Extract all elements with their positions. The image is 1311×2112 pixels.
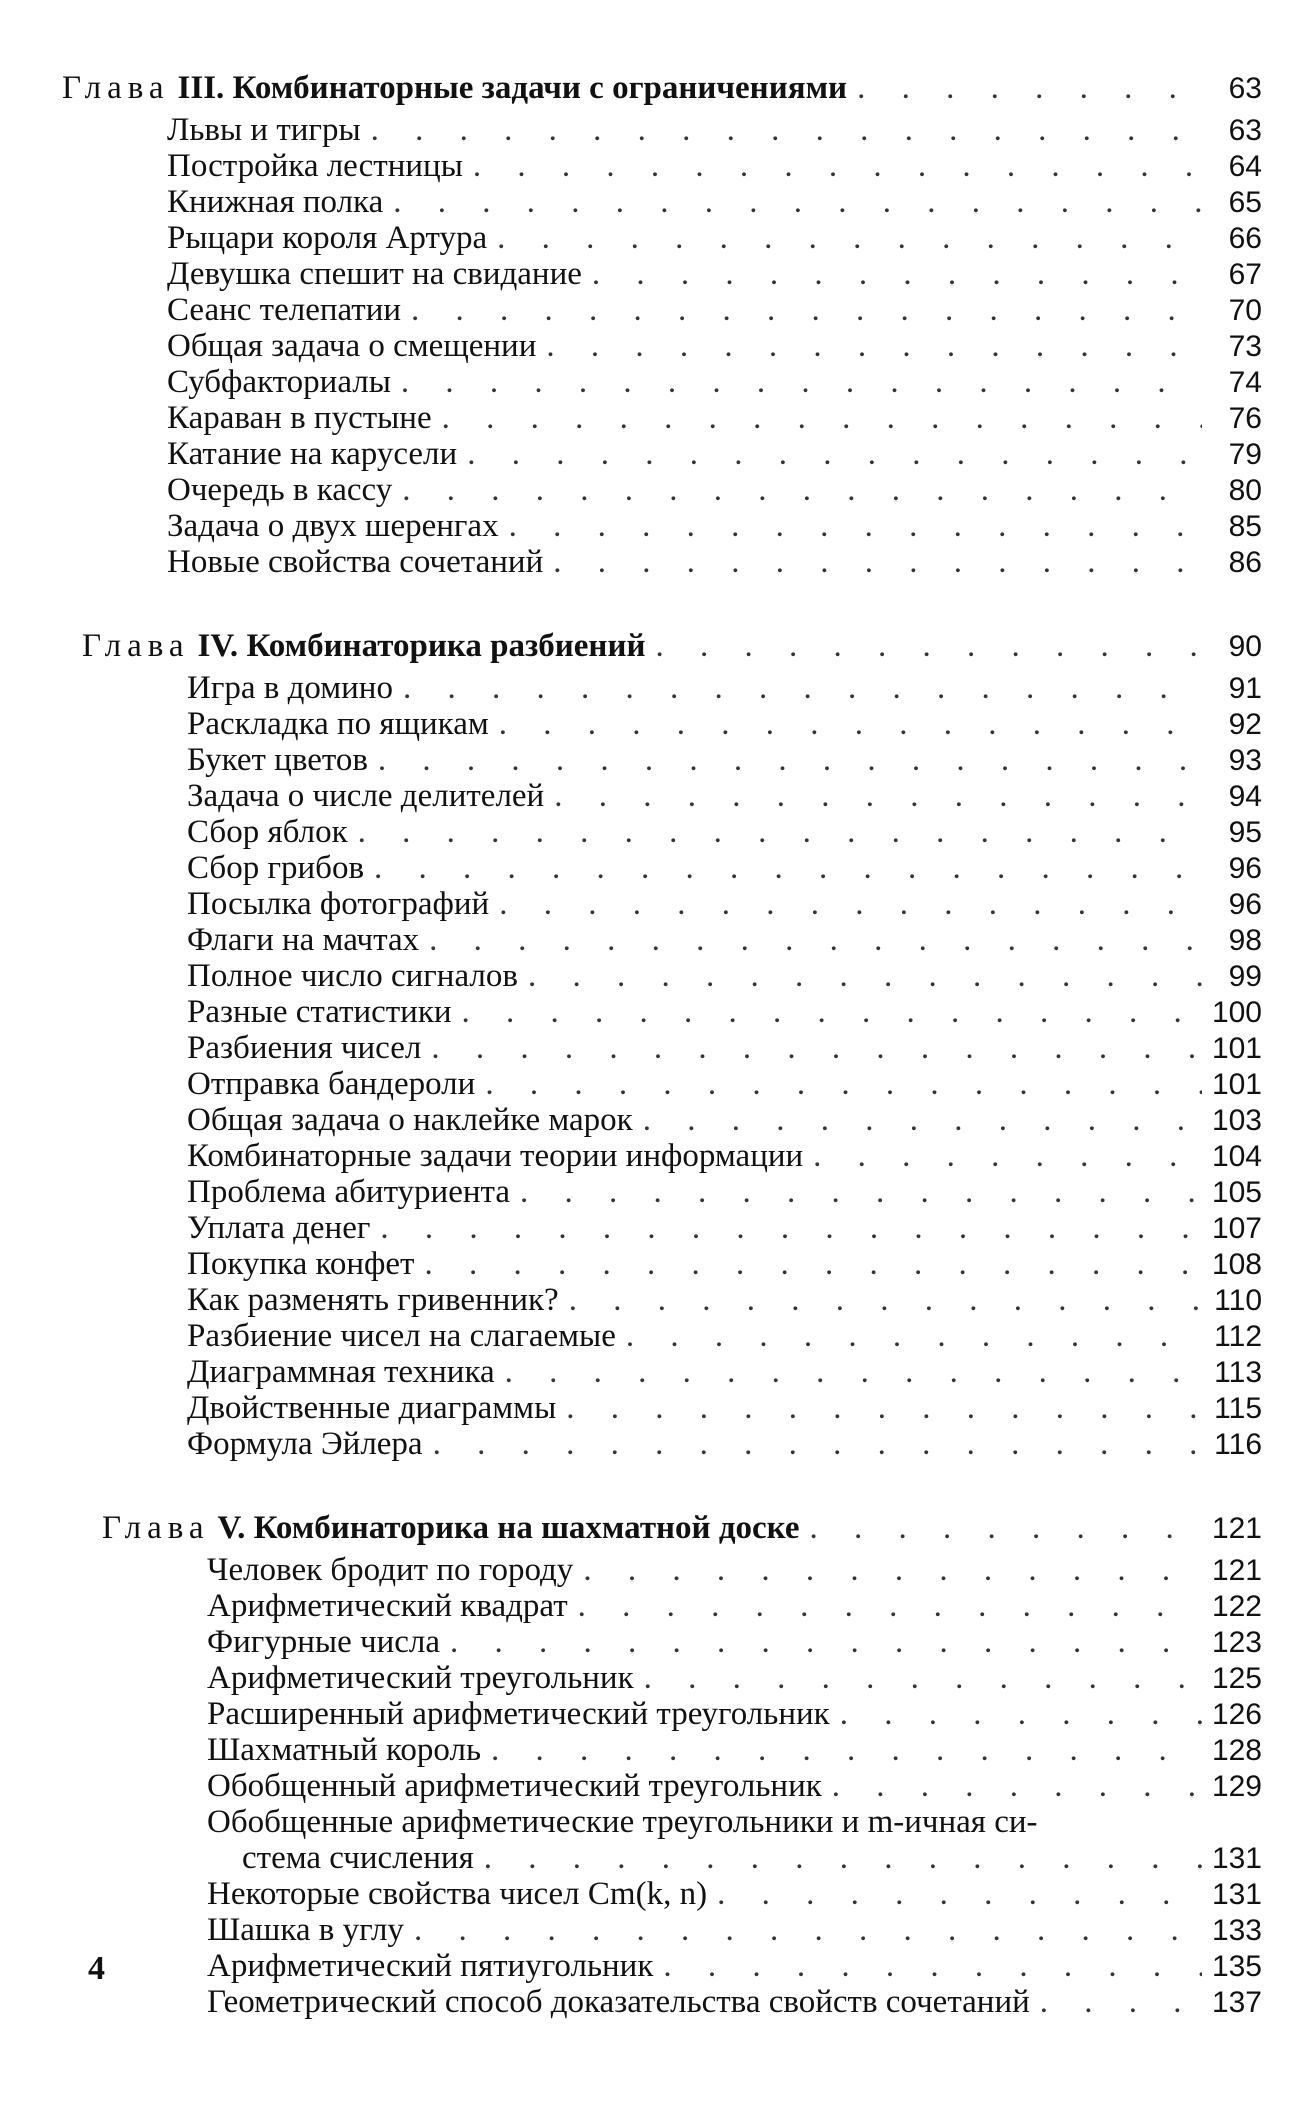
chapter-heading (62, 70, 1262, 106)
toc-entry-title: Двойственные диаграммы (187, 1390, 557, 1426)
leader-dots (348, 814, 1202, 850)
toc-entry-title: Девушка спешит на свидание (167, 256, 582, 292)
toc-entry (62, 400, 1262, 436)
chapter-numeral: IV. (197, 628, 239, 664)
toc-entry (62, 148, 1262, 184)
toc-entry-title: Диаграммная техника (187, 1354, 495, 1390)
leader-dots (645, 628, 1202, 664)
toc-entry-page: 116 (1214, 1428, 1262, 1461)
leader-dots (419, 922, 1202, 958)
toc-entry (82, 1318, 1262, 1354)
toc-entry-page: 63 (1228, 114, 1262, 147)
toc-entry-page: 131 (1211, 1878, 1262, 1911)
toc-entry-page: 122 (1211, 1590, 1262, 1623)
leader-dots (361, 112, 1202, 148)
toc-entry-title: Посылка фотографий (187, 886, 490, 922)
toc-entry-title: Новые свойства сочетаний (167, 544, 544, 580)
toc-entry-page: 112 (1214, 1320, 1262, 1353)
toc-entry (82, 1030, 1262, 1066)
toc-entry (102, 1768, 1262, 1804)
leader-dots (847, 70, 1202, 106)
toc-entry-page: 66 (1228, 222, 1262, 255)
chapter-label: Глава (82, 628, 190, 664)
toc-entry (62, 220, 1262, 256)
toc-entry-page: 128 (1211, 1734, 1262, 1767)
leader-dots (421, 1030, 1202, 1066)
toc-entry-page: 131 (1211, 1842, 1262, 1875)
toc-entry-page: 115 (1214, 1392, 1262, 1425)
toc-entry-title: Геометрический способ доказательства свойств сочетаний (207, 1984, 1030, 2020)
leader-dots (544, 778, 1202, 814)
toc-entry (62, 328, 1262, 364)
toc-entry-title: Шахматный король (207, 1732, 481, 1768)
toc-entry (102, 1732, 1262, 1768)
leader-dots (559, 1282, 1202, 1318)
toc-entry (82, 1426, 1262, 1462)
leader-dots (830, 1696, 1202, 1732)
leader-dots (543, 544, 1202, 580)
toc-entry-page: 85 (1228, 510, 1262, 543)
toc-entry (82, 670, 1262, 706)
chapter-title-text: Комбинаторные задачи с ограничениями (232, 70, 848, 106)
toc-entry (102, 1696, 1262, 1732)
chapter-section (62, 70, 1262, 580)
toc-entry (62, 292, 1262, 328)
toc-entry-title: Покупка конфет (187, 1246, 415, 1282)
leader-dots (489, 706, 1202, 742)
toc-entry-title: Как разменять гривенник? (187, 1282, 559, 1318)
page-number: 4 (88, 1950, 105, 1987)
toc-entry-title: Арифметический квадрат (207, 1588, 568, 1624)
leader-dots (653, 1948, 1202, 1984)
leader-dots (518, 958, 1202, 994)
leader-dots (475, 1066, 1202, 1102)
toc-entry (82, 706, 1262, 742)
toc-entry (62, 436, 1262, 472)
toc-entry (82, 850, 1262, 886)
toc-entry-title: Катание на карусели (167, 436, 458, 472)
toc-entry-title: Очередь в кассу (167, 472, 393, 508)
leader-dots (364, 850, 1202, 886)
toc-entry-title: Общая задача о наклейке марок (187, 1102, 633, 1138)
toc-entry-page: 98 (1228, 924, 1262, 957)
toc-entry (82, 814, 1262, 850)
toc-entry (82, 1102, 1262, 1138)
toc-entry (62, 544, 1262, 580)
toc-entry-page: 133 (1211, 1914, 1262, 1947)
toc-entry-title: Постройка лестницы (167, 148, 463, 184)
leader-dots (489, 886, 1202, 922)
leader-dots (474, 1840, 1202, 1876)
toc-entry-page: 113 (1214, 1356, 1262, 1389)
toc-entry-page: 108 (1211, 1248, 1262, 1281)
toc-entry-title: Букет цветов (187, 742, 368, 778)
toc-entry-title: Раскладка по ящикам (187, 706, 489, 742)
toc-entry (82, 994, 1262, 1030)
toc-entry-page: 101 (1211, 1068, 1262, 1101)
toc-entry-title: Человек бродит по городу (207, 1552, 574, 1588)
toc-entry-title: Сбор яблок (187, 814, 348, 850)
leader-dots (487, 220, 1202, 256)
leader-dots (463, 148, 1202, 184)
toc-entry-page: 107 (1211, 1212, 1262, 1245)
toc-entry-title: Некоторые свойства чисел Cm(k, n) (207, 1876, 708, 1912)
leader-dots (495, 1354, 1202, 1390)
toc-entry-page: 94 (1228, 780, 1262, 813)
leader-dots (634, 1660, 1202, 1696)
leader-dots (401, 292, 1202, 328)
toc-entry-title: Караван в пустыне (167, 400, 432, 436)
toc-entry (102, 1912, 1262, 1948)
leader-dots (707, 1876, 1202, 1912)
chapter-title (198, 628, 646, 664)
chapter-heading (82, 628, 1262, 664)
chapter-numeral: III. (177, 70, 225, 106)
leader-dots (404, 1912, 1202, 1948)
toc-entry-page: 96 (1228, 852, 1262, 885)
toc-entry (102, 1948, 1262, 1984)
toc-entry-title: Разбиение чисел на слагаемые (187, 1318, 616, 1354)
leader-dots (822, 1768, 1202, 1804)
leader-dots (510, 1174, 1202, 1210)
toc-entry-page: 64 (1228, 150, 1262, 183)
toc-entry-title: Задача о числе делителей (187, 778, 545, 814)
toc-entry-page: 79 (1228, 438, 1262, 471)
toc-entry (62, 184, 1262, 220)
leader-dots (556, 1390, 1202, 1426)
toc-entry-page: 73 (1228, 330, 1262, 363)
chapter-title (218, 1510, 800, 1546)
chapter-title-text: Комбинаторика на шахматной доске (253, 1510, 800, 1546)
toc-entry-title: Книжная полка (167, 184, 384, 220)
chapter-title-text: Комбинаторика разбиений (246, 628, 646, 664)
toc-entry (82, 1066, 1262, 1102)
toc-entry-page: 67 (1228, 258, 1262, 291)
toc-entry-title: Проблема абитуриента (187, 1174, 510, 1210)
toc-entry (102, 1588, 1262, 1624)
toc-entry-title: Сбор грибов (187, 850, 365, 886)
toc-entry-title: Полное число сигналов (187, 958, 518, 994)
leader-dots (392, 472, 1202, 508)
toc-entry-page: 95 (1228, 816, 1262, 849)
leader-dots (633, 1102, 1202, 1138)
toc-entry-page: 96 (1228, 888, 1262, 921)
toc-entry-title: Флаги на мачтах (187, 922, 420, 958)
toc-entry-title: Расширенный арифметический треугольник (207, 1696, 830, 1732)
leader-dots (383, 184, 1202, 220)
toc-entry-page: 126 (1211, 1698, 1262, 1731)
chapter-title (178, 70, 848, 106)
toc-entry (62, 256, 1262, 292)
toc-entry-page: 92 (1228, 708, 1262, 741)
toc-entry (62, 364, 1262, 400)
table-of-contents (62, 70, 1262, 2068)
chapter-numeral: V. (217, 1510, 246, 1546)
toc-entry-title: Разбиения чисел (187, 1030, 422, 1066)
leader-dots (1030, 1984, 1202, 2020)
toc-entry-page: 104 (1211, 1140, 1262, 1173)
leader-dots (499, 508, 1202, 544)
toc-entry-page: 65 (1228, 186, 1262, 219)
toc-entry-title: Уплата денег (187, 1210, 371, 1246)
toc-entry (62, 472, 1262, 508)
chapter-label: Глава (102, 1510, 210, 1546)
toc-entry (102, 1660, 1262, 1696)
toc-entry-title: стема счисления (242, 1840, 474, 1876)
chapter-heading (102, 1510, 1262, 1546)
toc-entry (102, 1876, 1262, 1912)
toc-entry-title: Рыцари короля Артура (167, 220, 488, 256)
toc-entry-page: 86 (1228, 546, 1262, 579)
chapter-page-number: 63 (1228, 72, 1262, 105)
toc-entry (82, 1138, 1262, 1174)
toc-entry-page: 121 (1211, 1554, 1262, 1587)
toc-entry-page: 100 (1211, 996, 1262, 1029)
leader-dots (414, 1246, 1202, 1282)
chapter-page-number: 121 (1211, 1512, 1262, 1545)
toc-entry-page: 135 (1211, 1950, 1262, 1983)
toc-entry-page: 80 (1228, 474, 1262, 507)
toc-entry (82, 1390, 1262, 1426)
leader-dots (452, 994, 1202, 1030)
leader-dots (440, 1624, 1202, 1660)
leader-dots (803, 1138, 1202, 1174)
toc-entry-page: 103 (1211, 1104, 1262, 1137)
toc-entry-title: Формула Эйлера (187, 1426, 423, 1462)
toc-entry-page: 105 (1211, 1176, 1262, 1209)
toc-entry-title: Отправка бандероли (187, 1066, 476, 1102)
toc-entry (82, 742, 1262, 778)
chapter-section (102, 1510, 1262, 2020)
toc-entry-title: Субфакториалы (167, 364, 391, 400)
toc-entry-title: Арифметический треугольник (207, 1660, 634, 1696)
toc-entry (62, 112, 1262, 148)
toc-entry (102, 1840, 1262, 1876)
toc-entry-title: Арифметический пятиугольник (207, 1948, 654, 1984)
toc-entry (82, 1282, 1262, 1318)
leader-dots (616, 1318, 1202, 1354)
toc-entry-title: Сеанс телепатии (167, 292, 402, 328)
leader-dots (536, 328, 1202, 364)
toc-entry-page: 93 (1228, 744, 1262, 777)
toc-entry-page: 129 (1211, 1770, 1262, 1803)
leader-dots (368, 742, 1202, 778)
toc-entry-page: 70 (1228, 294, 1262, 327)
leader-dots (393, 670, 1202, 706)
toc-entry-title: Львы и тигры (167, 112, 361, 148)
toc-entry-page: 123 (1211, 1626, 1262, 1659)
toc-entry-first-line: Обобщенные арифметические треугольники и m-ичная си- (207, 1804, 1038, 1840)
toc-entry (102, 1552, 1262, 1588)
toc-entry (102, 1624, 1262, 1660)
toc-entry (62, 508, 1262, 544)
toc-entry-title: Общая задача о смещении (167, 328, 537, 364)
toc-entry-title: Шашка в углу (207, 1912, 404, 1948)
toc-entry-title: Обобщенный арифметический треугольник (207, 1768, 822, 1804)
toc-entry-title: Игра в домино (187, 670, 393, 706)
leader-dots (432, 400, 1202, 436)
leader-dots (481, 1732, 1202, 1768)
leader-dots (582, 256, 1202, 292)
toc-entry-title: Комбинаторные задачи теории информации (187, 1138, 804, 1174)
toc-entry (82, 958, 1262, 994)
leader-dots (568, 1588, 1202, 1624)
toc-entry (82, 1354, 1262, 1390)
chapter-page-number: 90 (1228, 630, 1262, 663)
toc-entry-page: 137 (1211, 1986, 1262, 2019)
toc-entry (82, 1210, 1262, 1246)
toc-entry-page: 76 (1228, 402, 1262, 435)
leader-dots (800, 1510, 1203, 1546)
toc-entry (82, 922, 1262, 958)
chapter-label: Глава (62, 70, 170, 106)
chapter-section (82, 628, 1262, 1462)
toc-entry-page: 99 (1228, 960, 1262, 993)
toc-entry (82, 778, 1262, 814)
leader-dots (391, 364, 1202, 400)
toc-entry (82, 1246, 1262, 1282)
toc-entry-page: 125 (1211, 1662, 1262, 1695)
leader-dots (457, 436, 1202, 472)
toc-entry-title: Задача о двух шеренгах (167, 508, 499, 544)
leader-dots (423, 1426, 1202, 1462)
toc-entry-page: 110 (1214, 1284, 1262, 1317)
toc-entry-page: 91 (1228, 672, 1262, 705)
toc-entry-title: Разные статистики (187, 994, 452, 1030)
toc-entry (82, 886, 1262, 922)
toc-entry (82, 1174, 1262, 1210)
toc-entry-page: 74 (1228, 366, 1262, 399)
leader-dots (573, 1552, 1202, 1588)
toc-entry-page: 101 (1211, 1032, 1262, 1065)
leader-dots (370, 1210, 1202, 1246)
toc-entry-title: Фигурные числа (207, 1624, 441, 1660)
toc-entry (102, 1984, 1262, 2020)
